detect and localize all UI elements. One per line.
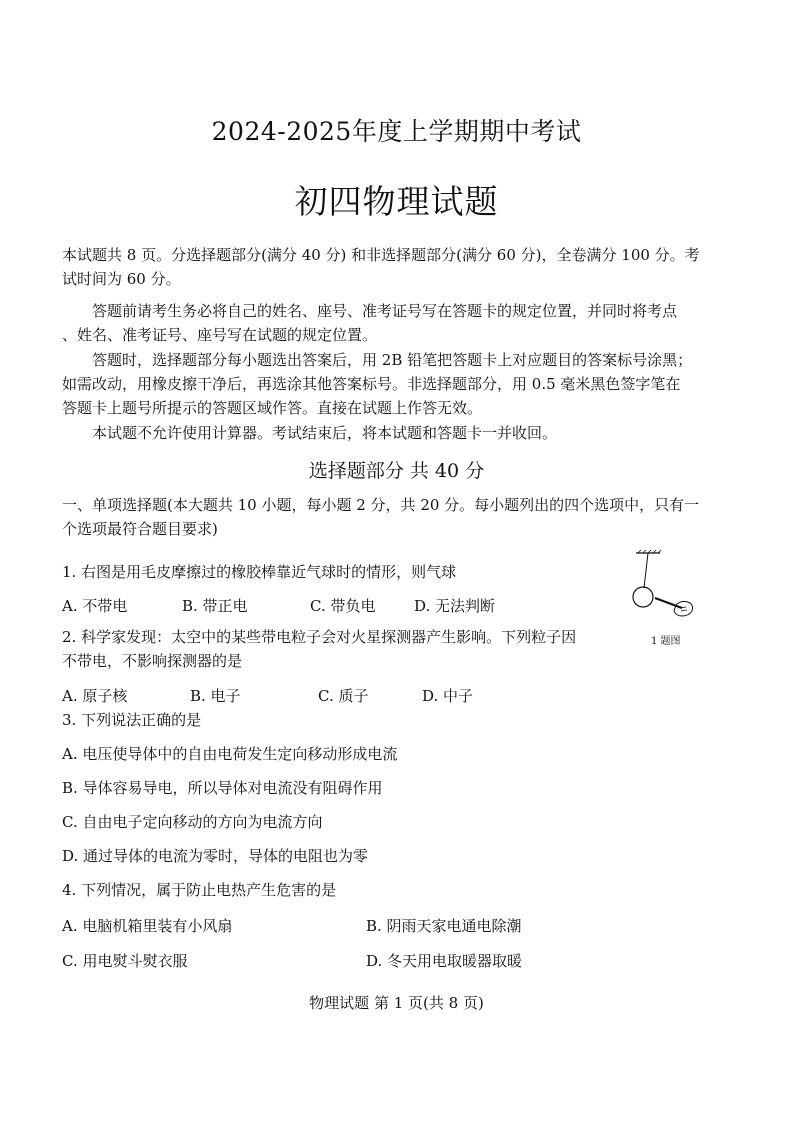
intro-line: 试时间为 60 分。	[62, 270, 181, 288]
intro-line: 答题卡上题号所提示的答题区域作答。直接在试题上作答无效。	[62, 399, 483, 417]
section-instruction: 个选项最符合题目要求)	[62, 520, 218, 538]
figure-caption: 1 题图	[651, 636, 681, 647]
question-stem: 3. 下列说法正确的是	[62, 711, 202, 729]
page-footer: 物理试题 第 1 页(共 8 页)	[309, 994, 484, 1012]
intro-line: 如需改动，用橡皮擦干净后，再选涂其他答案标号。非选择题部分，用 0.5 毫米黑色签字笔在	[62, 375, 681, 393]
option: D. 冬天用电取暖器取暖	[366, 952, 523, 970]
option: C. 用电熨斗熨衣服	[62, 952, 188, 970]
question-stem: 2. 科学家发现：太空中的某些带电粒子会对火星探测器产生影响。下列粒子因	[62, 628, 577, 646]
option: B. 带正电	[182, 597, 248, 615]
option: A. 原子核	[62, 687, 128, 705]
option: C. 自由电子定向移动的方向为电流方向	[62, 813, 323, 831]
intro-line: 本试题不允许使用计算器。考试结束后，将本试题和答题卡一并收回。	[92, 424, 558, 442]
question-stem: 不带电，不影响探测器的是	[62, 652, 243, 670]
intro-line: 答题前请考生务必将自己的姓名、座号、准考证号写在答题卡的规定位置，并同时将考点	[92, 302, 678, 320]
option: C. 质子	[318, 687, 369, 705]
section-title: 选择题部分 共 40 分	[308, 460, 485, 482]
intro-line: 、姓名、准考证号、座号写在试题的规定位置。	[62, 326, 378, 344]
section-instruction: 一、单项选择题(本大题共 10 小题，每小题 2 分，共 20 分。每小题列出的四个选项中，只有一	[62, 496, 700, 514]
option: B. 阴雨天家电通电除潮	[366, 917, 522, 935]
option: A. 不带电	[62, 597, 128, 615]
option: C. 带负电	[310, 597, 376, 615]
intro-line: 本试题共 8 页。分选择题部分(满分 40 分) 和非选择题部分(满分 60 分)，全卷满分 100 分。考	[62, 246, 700, 264]
option: D. 中子	[422, 687, 474, 705]
option: A. 电压使导体中的自由电荷发生定向移动形成电流	[62, 745, 398, 763]
option: B. 电子	[190, 687, 241, 705]
option: D. 通过导体的电流为零时，导体的电阻也为零	[62, 847, 369, 865]
exam-title: 2024-2025年度上学期期中考试	[211, 117, 582, 146]
option: A. 电脑机箱里装有小风扇	[62, 917, 233, 935]
question-stem: 4. 下列情况，属于防止电热产生危害的是	[62, 881, 337, 899]
question-stem: 1. 右图是用毛皮摩擦过的橡胶棒靠近气球时的情形，则气球	[62, 563, 457, 581]
option: B. 导体容易导电，所以导体对电流没有阻碍作用	[62, 779, 383, 797]
option: D. 无法判断	[414, 597, 496, 615]
subject-title: 初四物理试题	[294, 182, 499, 221]
intro-line: 答题时，选择题部分每小题选出答案后，用 2B 铅笔把答题卡上对应题目的答案标号涂黑；	[92, 351, 693, 369]
balloon-rod-figure	[626, 550, 706, 630]
